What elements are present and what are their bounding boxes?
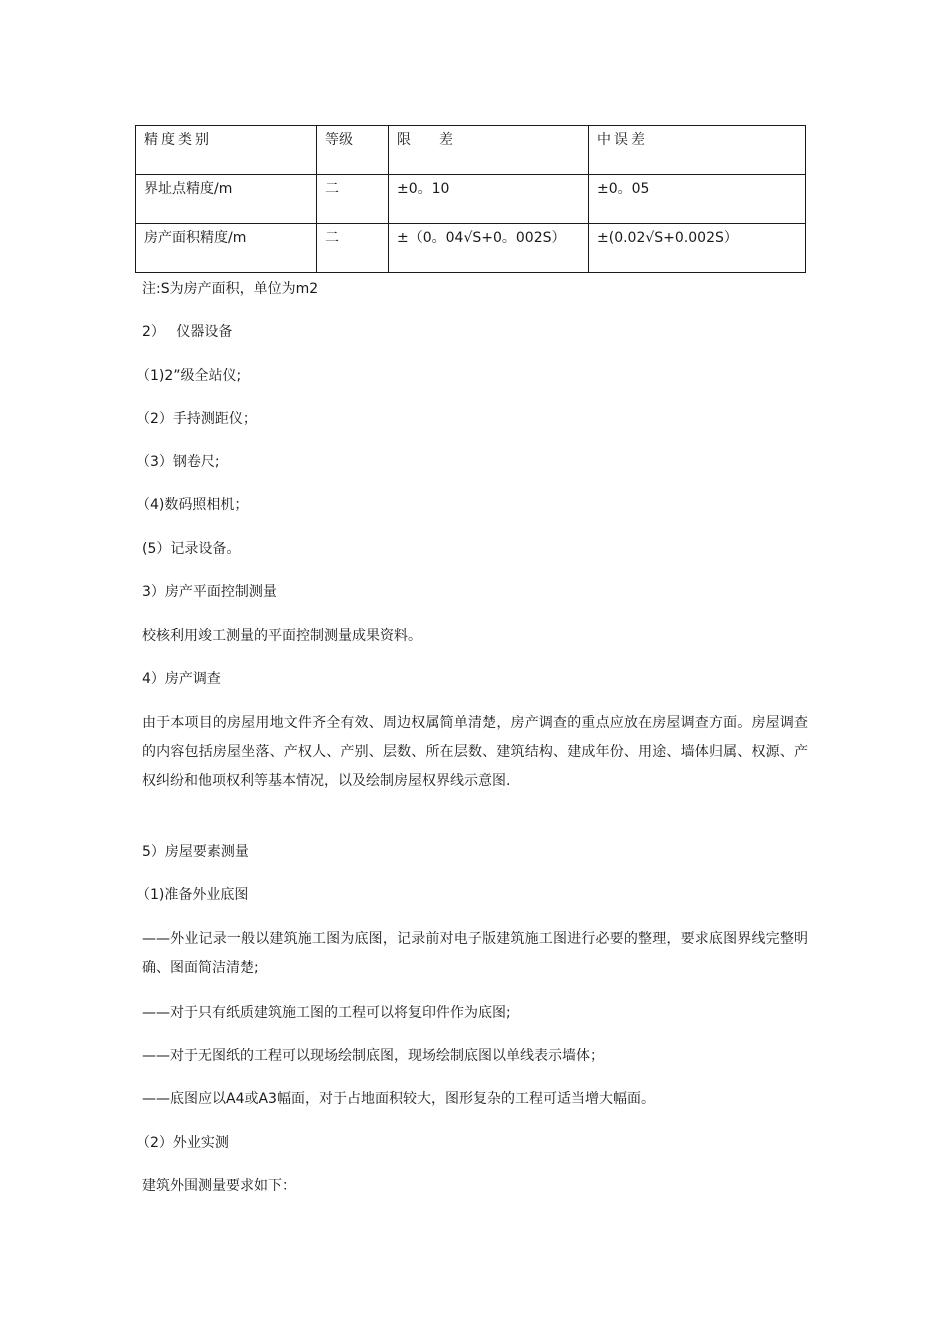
section-heading: 4）房产调查 — [142, 671, 221, 687]
list-item: （4)数码照相机； — [136, 497, 249, 513]
table-header-cell: 精度类别 — [136, 126, 317, 175]
bullet-item: ——外业记录一般以建筑施工图为底图，记录前对电子版建筑施工图进行必要的整理，要求底图界线完整明确、图面简洁清楚; — [142, 931, 808, 976]
table-cell: 二 — [317, 224, 389, 273]
paragraph: 建筑外围测量要求如下： — [142, 1178, 296, 1194]
table-header-cell: 中误差 — [589, 126, 806, 175]
table-cell: ±0。10 — [389, 175, 589, 224]
sub-heading: （2）外业实测 — [136, 1135, 229, 1151]
table-cell: ±（0。04√S+0。002S） — [389, 224, 589, 273]
table-cell: 房产面积精度/m — [136, 224, 317, 273]
table-cell: ±0。05 — [589, 175, 806, 224]
table-header-cell: 限 差 — [389, 126, 589, 175]
precision-table — [135, 125, 806, 273]
table-cell: ±(0.02√S+0.002S） — [589, 224, 806, 273]
table-cell: 界址点精度/m — [136, 175, 317, 224]
list-item: (5）记录设备。 — [142, 541, 241, 557]
bullet-item: ——底图应以A4或A3幅面，对于占地面积较大，图形复杂的工程可适当增大幅面。 — [142, 1091, 655, 1107]
table-note: 注:S为房产面积，单位为m2 — [142, 281, 319, 297]
section-heading: 3）房产平面控制测量 — [142, 584, 277, 600]
section-heading: 2） 仪器设备 — [142, 324, 233, 340]
sub-heading: （1)准备外业底图 — [136, 887, 249, 903]
list-item: （2）手持测距仪； — [136, 411, 257, 427]
section-heading: 5）房屋要素测量 — [142, 844, 249, 860]
bullet-item: ——对于无图纸的工程可以现场绘制底图，现场绘制底图以单线表示墙体； — [142, 1048, 604, 1064]
bullet-item: ——对于只有纸质建筑施工图的工程可以将复印件作为底图; — [142, 1005, 511, 1021]
table-header-row — [136, 126, 806, 175]
table-row — [136, 224, 806, 273]
list-item: （3）钢卷尺; — [136, 454, 220, 470]
table-cell: 二 — [317, 175, 389, 224]
paragraph: 校核利用竣工测量的平面控制测量成果资料。 — [142, 628, 422, 644]
paragraph: 由于本项目的房屋用地文件齐全有效、周边权属简单清楚，房产调查的重点应放在房屋调查方面。房屋调查的内容包括房屋坐落、产权人、产别、层数、所在层数、建筑结构、建成年份、用途、墙体归属、权源、产权纠纷和他项权利等基本情况，以及绘制房屋权界线示意图. — [142, 715, 808, 789]
table-header-cell: 等级 — [317, 126, 389, 175]
list-item: （1)2”级全站仪; — [136, 368, 242, 384]
table-row — [136, 175, 806, 224]
